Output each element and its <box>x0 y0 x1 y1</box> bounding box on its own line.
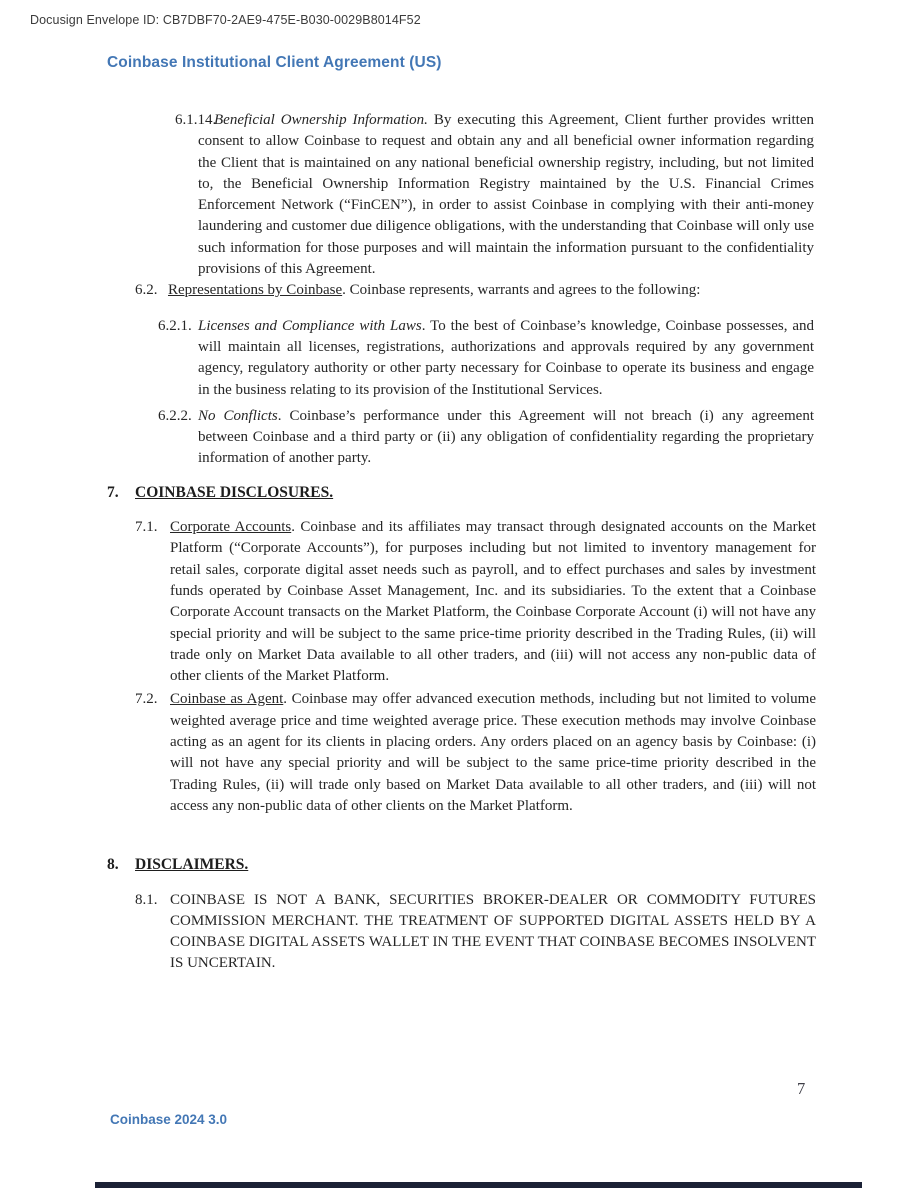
section-number-7: 7. <box>107 483 119 501</box>
paragraph-6-1-14-text: By executing this Agreement, Client further provides written consent to allow Coinbase to request and obtain any and all beneficial owner information regarding the Client that is maintained on any national beneficial ownership registry, including, but not limited to, the Beneficial Ownership Information Registry maintained by the U.S. Financial Crimes Enforcement Network (“FinCEN”), in order to assist Coinbase in complying with their anti-money laundering and customer due diligence obligations, with the understanding that Coinbase will only use such information for those purposes and will maintain the information pursuant to the confidentiality provisions of this Agreement. <box>198 112 814 278</box>
section-number-8-1: 8.1. <box>135 891 158 908</box>
heading-7 <box>107 482 918 503</box>
paragraph-6-2-1 <box>158 316 814 401</box>
paragraph-6-2-2-lead: No Conflicts <box>198 407 278 424</box>
docusign-envelope-id: Docusign Envelope ID: CB7DBF70-2AE9-475E-B030-0029B8014F52 <box>30 13 421 27</box>
paragraph-7-2-text: . Coinbase may offer advanced execution methods, including but not limited to volume weighted average price and time weighted average price. These execution methods may involve Coinbase acting as an agent for its clients in placing orders. Any orders placed on an agency basis by Coinbase: (i) will not have any special priority and will be subject to the same price-time priority described in the Trading Rules, (ii) will trade only based on Market Data available to all other traders, and (iii) will not access any non-public data of other clients on the Market Platform. <box>170 691 816 814</box>
heading-8-title: DISCLAIMERS. <box>135 856 249 874</box>
section-number-8: 8. <box>107 856 119 874</box>
paragraph-7-1 <box>135 517 816 687</box>
paragraph-8-1 <box>135 890 816 975</box>
paragraph-6-2-text: . Coinbase represents, warrants and agrees to the following: <box>342 282 701 299</box>
document-title: Coinbase Institutional Client Agreement (US) <box>107 54 442 71</box>
heading-7-title: COINBASE DISCLOSURES. <box>135 483 334 501</box>
section-number-6-2: 6.2. <box>135 282 158 299</box>
paragraph-7-2 <box>135 689 816 817</box>
section-number-7-2: 7.2. <box>135 691 158 708</box>
paragraph-6-2-1-text: . To the best of Coinbase’s knowledge, Coinbase possesses, and will maintain all licenses, registrations, authorizations and approvals required by any government agency, regulatory authority or other party necessary for Coinbase to operate its business and engage in the business relating to its provision of the Institutional Services. <box>198 317 814 398</box>
paragraph-7-1-lead: Corporate Accounts <box>170 519 292 536</box>
paragraph-7-2-lead: Coinbase as Agent <box>170 691 284 708</box>
paragraph-6-2 <box>135 280 814 301</box>
footer-version-label: Coinbase 2024 3.0 <box>110 1112 228 1127</box>
paragraph-7-1-text: . Coinbase and its affiliates may transact through designated accounts on the Market Platform (“Corporate Accounts”), for purposes including but not limited to inventory management for retail sales, corporate digital asset needs such as payroll, and to effect purchases and sales by investment funds operated by Coinbase Asset Management, Inc. and its subsidiaries. To the extent that a Coinbase Corporate Account transacts on the Market Platform, the Coinbase Corporate Account (i) will not have any special priority and will be subject to the same price-time priority described in the Trading Rules, (ii) will trade only on Market Data available to all other traders, and (iii) will not access any non-public data of other clients of the Market Platform. <box>170 519 816 685</box>
section-number-6-1-14: 6.1.14. <box>175 112 217 128</box>
paragraph-8-1-text: COINBASE IS NOT A BANK, SECURITIES BROKER-DEALER OR COMMODITY FUTURES COMMISSION MERCHANT. THE TREATMENT OF SUPPORTED DIGITAL ASSETS HELD BY A COINBASE DIGITAL ASSETS WALLET IN THE EVENT THAT COINBASE BECOMES INSOLVENT IS UNCERTAIN. <box>170 891 816 972</box>
section-number-6-2-2: 6.2.2. <box>158 407 192 424</box>
section-number-6-2-1: 6.2.1. <box>158 317 192 334</box>
heading-8 <box>107 854 918 875</box>
section-number-7-1: 7.1. <box>135 519 158 536</box>
paragraph-6-2-1-lead: Licenses and Compliance with Laws <box>198 317 422 334</box>
paragraph-6-2-lead: Representations by Coinbase <box>168 282 343 299</box>
page-bottom-divider <box>95 1182 862 1188</box>
paragraph-6-2-2-text: . Coinbase’s performance under this Agreement will not breach (i) any agreement between Coinbase and a third party or (ii) any obligation of confidentiality regarding the proprietary information of another party. <box>198 407 814 467</box>
page-number: 7 <box>797 1079 806 1098</box>
paragraph-6-2-2 <box>158 406 814 470</box>
paragraph-6-1-14-lead: Beneficial Ownership Information. <box>214 112 428 128</box>
paragraph-6-1-14 <box>175 110 814 280</box>
